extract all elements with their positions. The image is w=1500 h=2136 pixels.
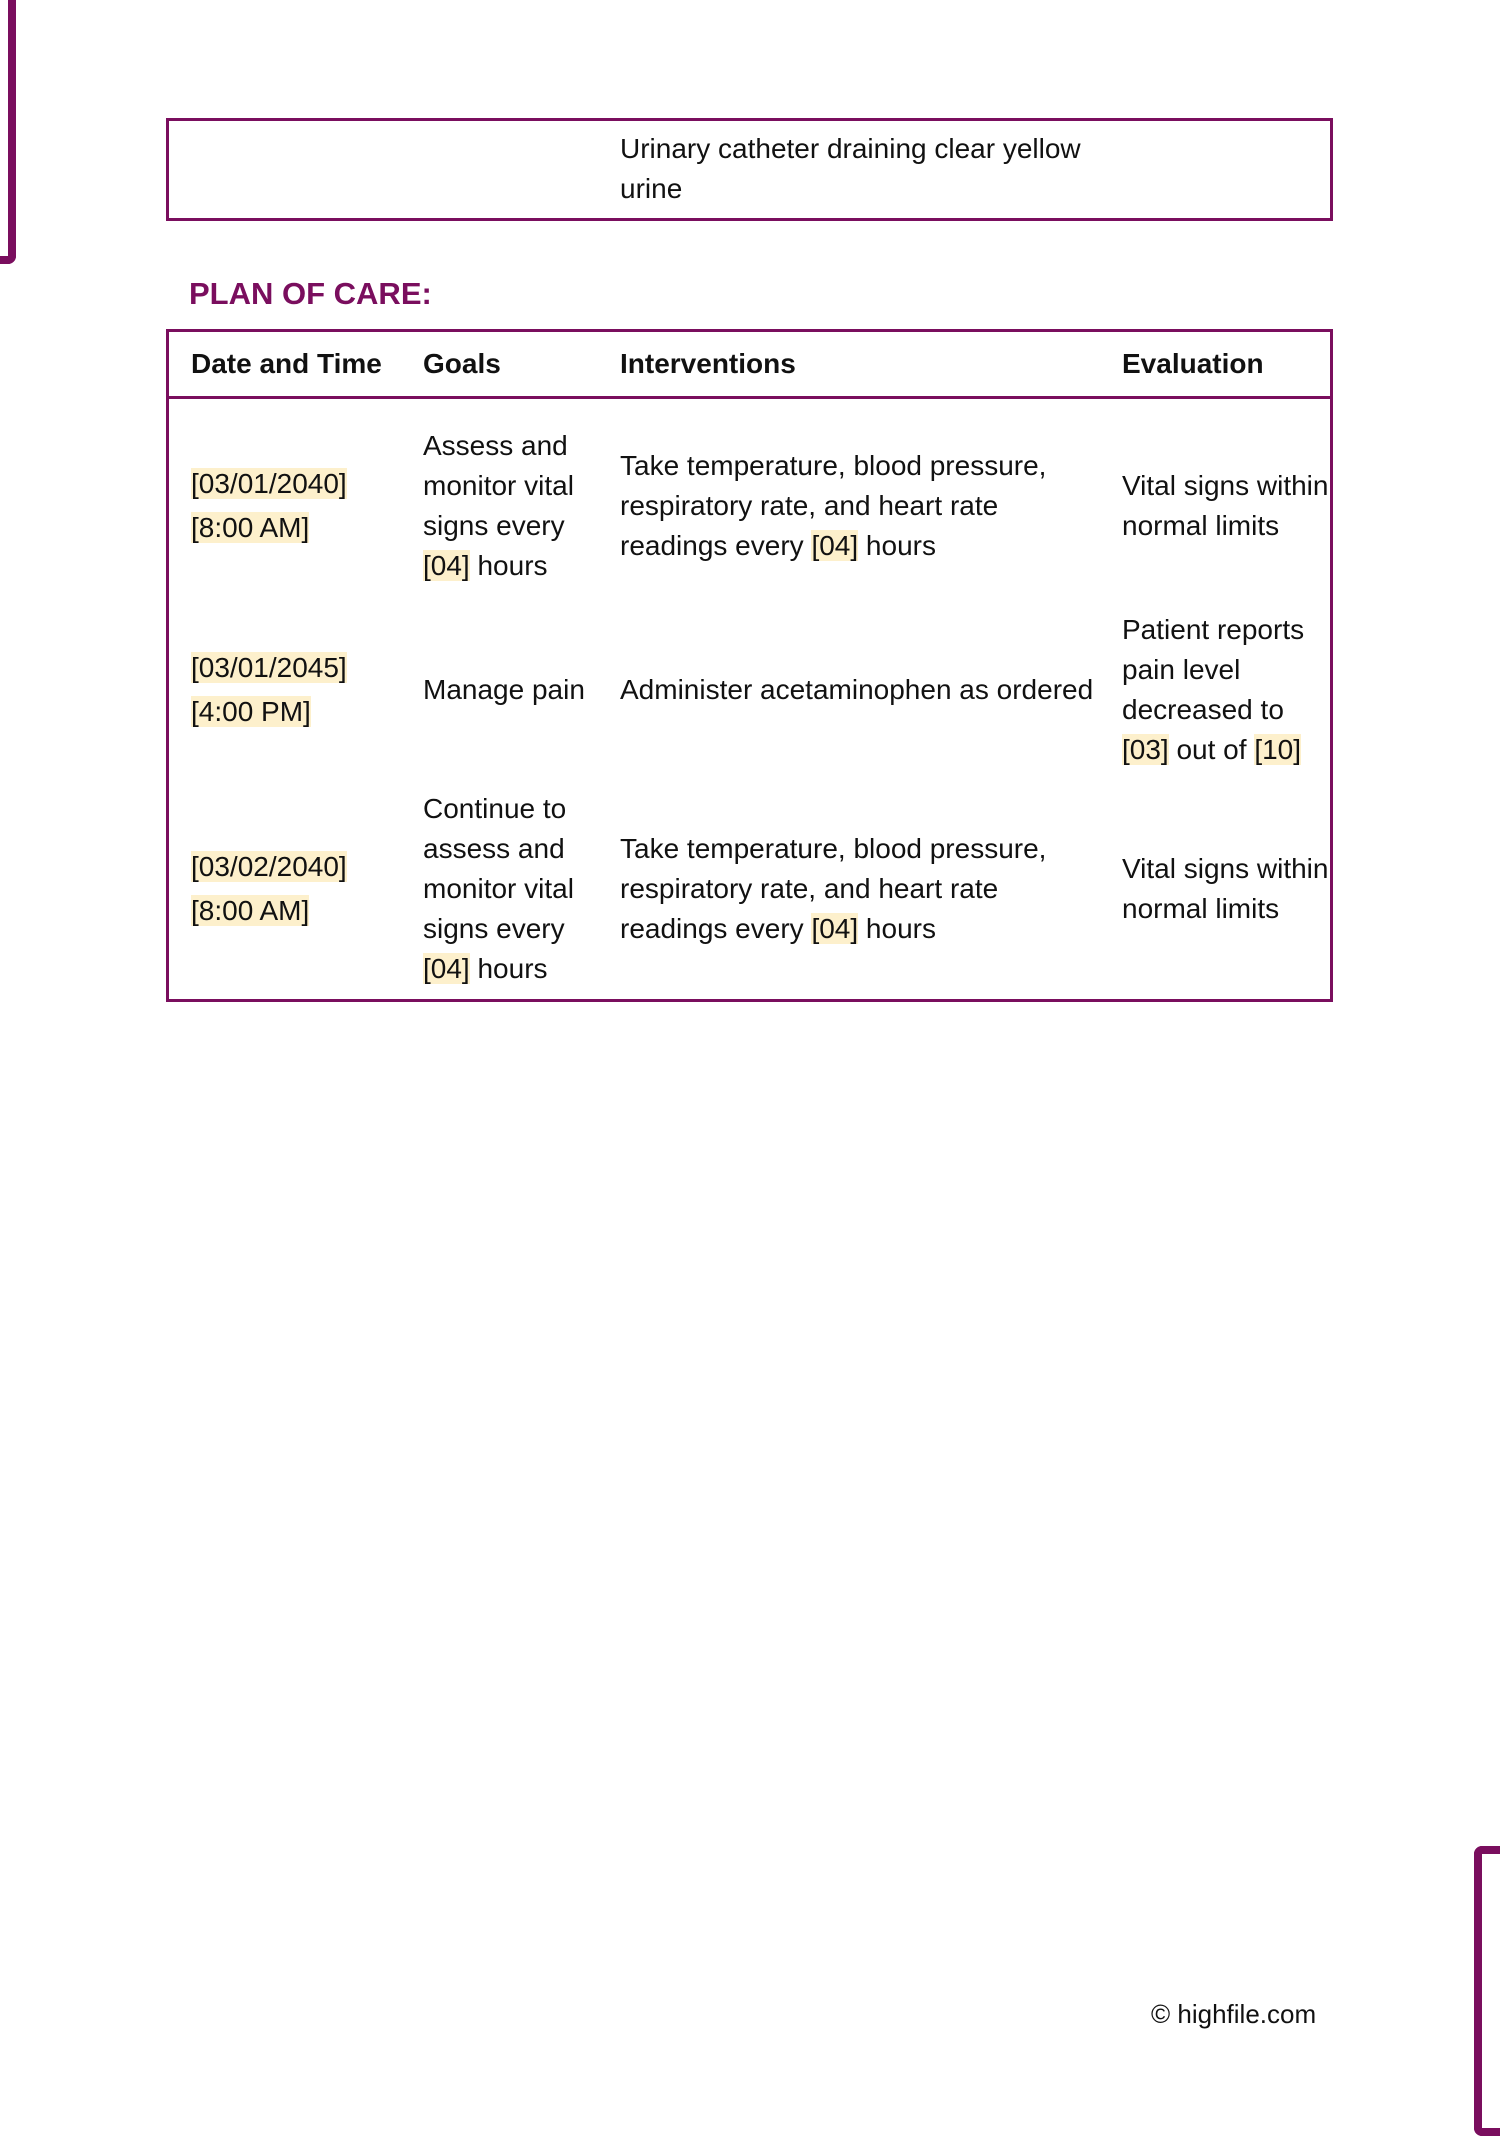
header-goals: Goals (401, 331, 598, 398)
intervention-cell: Take temperature, blood pressure, respiratory rate, and heart rate readings every [04] hours (620, 833, 1047, 944)
goal-cell: Manage pain (423, 674, 585, 705)
intervention-cell: Take temperature, blood pressure, respiratory rate, and heart rate readings every [04] hours (620, 450, 1047, 561)
interval-value: [04] (423, 550, 470, 581)
header-evaluation: Evaluation (1100, 331, 1332, 398)
header-date-time: Date and Time (168, 331, 402, 398)
date-time-cell (168, 601, 402, 779)
interval-value: [04] (811, 530, 859, 561)
corner-bracket-bottom-right (1474, 1846, 1500, 2136)
time-value: [8:00 AM] (191, 512, 310, 543)
plan-of-care-table (166, 329, 1333, 1002)
table-row (168, 398, 1332, 602)
evaluation-cell: Vital signs within normal limits (1122, 470, 1329, 541)
date-value: [03/01/2045] (191, 652, 347, 683)
pain-scale-max: [10] (1254, 734, 1302, 765)
date-value: [03/02/2040] (191, 851, 347, 882)
table-header-row (168, 331, 1332, 398)
date-value: [03/01/2040] (191, 468, 347, 499)
evaluation-cell: Vital signs within normal limits (1122, 853, 1329, 924)
interval-value: [04] (423, 953, 470, 984)
date-time-cell (168, 398, 402, 602)
corner-bracket-top-left (0, 0, 16, 264)
time-value: [4:00 PM] (191, 696, 311, 727)
previous-table-continuation (166, 118, 1333, 221)
copyright-footer: © highfile.com (1151, 1999, 1317, 2029)
table-row (168, 779, 1332, 1001)
goal-cell: Continue to assess and monitor vital signs every [04] hours (423, 793, 574, 984)
date-time-cell (168, 779, 402, 1001)
evaluation-cell: Patient reports pain level decreased to [03] out of [10] (1122, 614, 1305, 765)
pain-score-value: [03] (1122, 734, 1169, 765)
table-row (168, 601, 1332, 779)
intervention-cell: Administer acetaminophen as ordered (620, 674, 1094, 705)
goal-cell: Assess and monitor vital signs every [04] hours (423, 430, 574, 581)
header-interventions: Interventions (598, 331, 1100, 398)
catheter-note: Urinary catheter draining clear yellow urine (620, 133, 1081, 204)
section-title: PLAN OF CARE: (189, 276, 432, 311)
time-value: [8:00 AM] (191, 895, 310, 926)
interval-value: [04] (811, 913, 859, 944)
